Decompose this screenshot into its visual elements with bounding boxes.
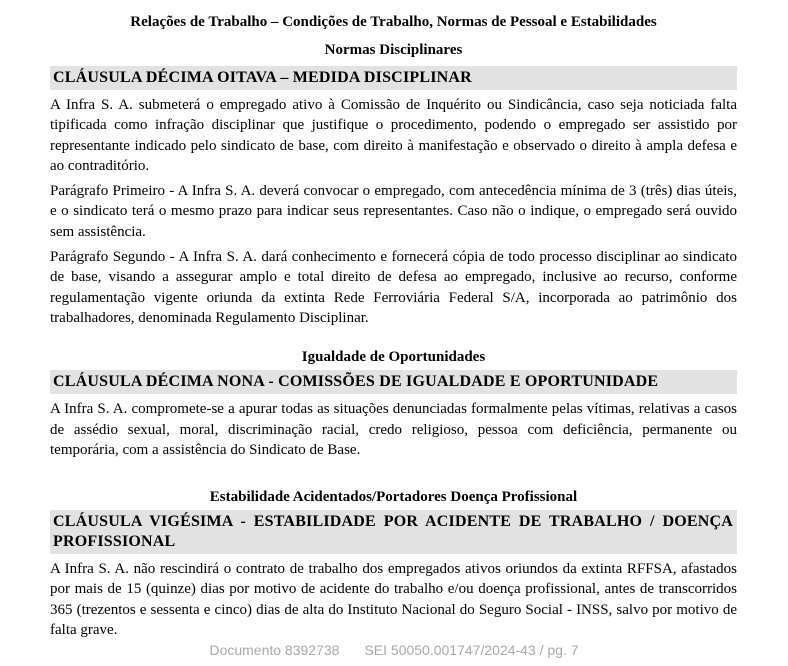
clause-19-paragraph-1: A Infra S. A. compromete-se a apurar todas as situações denunciadas formalmente pelas vítimas, relativas a casos de assédio sexual, moral, discriminação racial, credo religioso, pessoa com deficiência, permanente ou temporária, com a assistência do Sindicato de Base. — [50, 401, 737, 458]
document-subtitle: Normas Disciplinares — [324, 42, 463, 58]
section-igualdade-heading: Igualdade de Oportunidades — [301, 349, 486, 366]
clause-19-heading: CLÁUSULA DÉCIMA NONA - COMISSÕES DE IGUALDADE E OPORTUNIDADE — [50, 370, 737, 394]
clause-18-heading: CLÁUSULA DÉCIMA OITAVA – MEDIDA DISCIPLINAR — [50, 66, 737, 90]
section-estabilidade-heading: Estabilidade Acidentados/Portadores Doença Profissional — [209, 489, 578, 506]
clause-20-heading: CLÁUSULA VIGÉSIMA - ESTABILIDADE POR ACIDENTE DE TRABALHO / DOENÇA PROFISSIONAL — [50, 510, 737, 554]
footer-sei-reference: SEI 50050.001747/2024-43 / pg. 7 — [364, 642, 579, 658]
page-footer — [0, 643, 788, 658]
document-title: Relações de Trabalho – Condições de Trabalho, Normas de Pessoal e Estabilidades — [130, 14, 657, 30]
clause-18-paragraph-3: Parágrafo Segundo - A Infra S. A. dará conhecimento e fornecerá cópia de todo processo disciplinar ao sindicato de base, visando a assegurar amplo e total direito de defesa ao empregado, inclusive ao recurso, conforme regulamentação vigente oriunda da extinta Rede Ferroviária Federal S/A, incorporada ao patrimônio dos trabalhadores, denominada Regulamento Disciplinar. — [50, 249, 737, 326]
footer-document-number: Documento 8392738 — [209, 642, 340, 658]
clause-20-paragraph-1: A Infra S. A. não rescindirá o contrato de trabalho dos empregados ativos oriundos da extinta RFFSA, afastados por mais de 15 (quinze) dias por motivo de acidente do trabalho e/ou doença profissional, antes de transcorridos 365 (trezentos e sessenta e cinco) dias de alta do Instituto Nacional do Seguro Social - INSS, salvo por motivo de falta grave. — [50, 561, 737, 639]
clause-18-paragraph-1: A Infra S. A. submeterá o empregado ativo à Comissão de Inquérito ou Sindicância, caso seja noticiada falta tipificada como infração disciplinar que justifique o procedimento, podendo o empregado ser assistido por representante indicado pelo sindicato de base, com direito à manifestação e observado o direito à ampla defesa e ao contraditório. — [50, 97, 737, 174]
clause-18-paragraph-2: Parágrafo Primeiro - A Infra S. A. deverá convocar o empregado, com antecedência mínima de 3 (três) dias úteis, e o sindicato terá o mesmo prazo para indicar seus representantes. Caso não o indique, o empregado será ouvido sem assistência. — [50, 183, 737, 240]
